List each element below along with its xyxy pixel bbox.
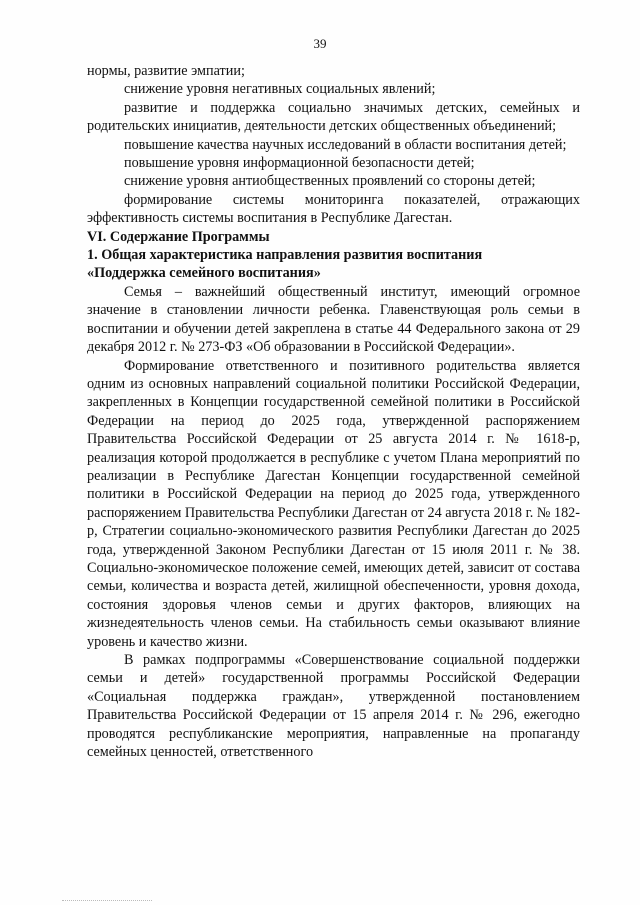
list-item: развитие и поддержка социально значимых детских, семейных и родительских инициатив, деятельности детских общественных объединений;	[87, 99, 580, 135]
body-paragraph: Формирование ответственного и позитивного родительства является одним из основных направлений социальной политики Российской Федерации, закрепленных в Концепции государственной семейной политики в Российской Федерации на период до 2025 года, утвержденной распоряжением Правительства Российской Федерации от 25 августа 2014 г. № 1618-р, реализация которой продолжается в республике с учетом Плана мероприятий по реализации в Республике Дагестан Концепции государственной семейной политики в Российской Федерации на период до 2025 года, утвержденного распоряжением Правительства Республики Дагестан от 24 августа 2018 г. № 182-р, Стратегии социально-экономического развития Республики Дагестан до 2025 года, утвержденной Законом Республики Дагестан от 15 июля 2011 г. № 38. Социально-экономическое положение семей, имеющих детей, зависит от состава семьи, количества и возраста детей, жилищной обеспеченности, уровня дохода, состояния здоровья членов семьи и других факторов, влияющих на жизнедеятельность членов семьи. На стабильность семьи оказывают влияние уровень и качество жизни.	[87, 357, 580, 650]
page-number: 39	[313, 36, 327, 51]
list-item: формирование системы мониторинга показателей, отражающих эффективность системы воспитания в Республике Дагестан.	[87, 191, 580, 227]
list-item: снижение уровня негативных социальных явлений;	[124, 81, 436, 98]
section-title: VI. Содержание Программы	[87, 228, 270, 245]
list-item: повышение качества научных исследований в области воспитания детей;	[124, 136, 567, 153]
subsection-title-line1: 1. Общая характеристика направления развития воспитания	[87, 247, 483, 264]
subsection-title-line2: «Поддержка семейного воспитания»	[87, 265, 321, 282]
list-item: нормы, развитие эмпатии;	[87, 63, 245, 79]
list-item: повышение уровня информационной безопасности детей;	[124, 155, 475, 172]
body-paragraph: В рамках подпрограммы «Совершенствование социальной поддержки семьи и детей» государственной программы Российской Федерации «Социальная поддержка граждан», утвержденной постановлением Правительства Российской Федерации от 15 апреля 2014 г. № 296, ежегодно проводятся республиканские мероприятия, направленные на пропаганду семейных ценностей, ответственного	[87, 652, 580, 761]
list-item: снижение уровня антиобщественных проявлений со стороны детей;	[124, 173, 536, 190]
body-paragraph: Семья – важнейший общественный институт, имеющий огромное значение в становлении личности ребенка. Главенствующая роль семьи в воспитании и обучении детей закреплена в статье 44 Федерального закона от 29 декабря 2012 г. № 273-ФЗ «Об образовании в Российской Федерации».	[87, 283, 580, 356]
subsection-title	[87, 246, 580, 283]
page-content	[87, 62, 580, 761]
scan-artifact	[62, 900, 152, 902]
